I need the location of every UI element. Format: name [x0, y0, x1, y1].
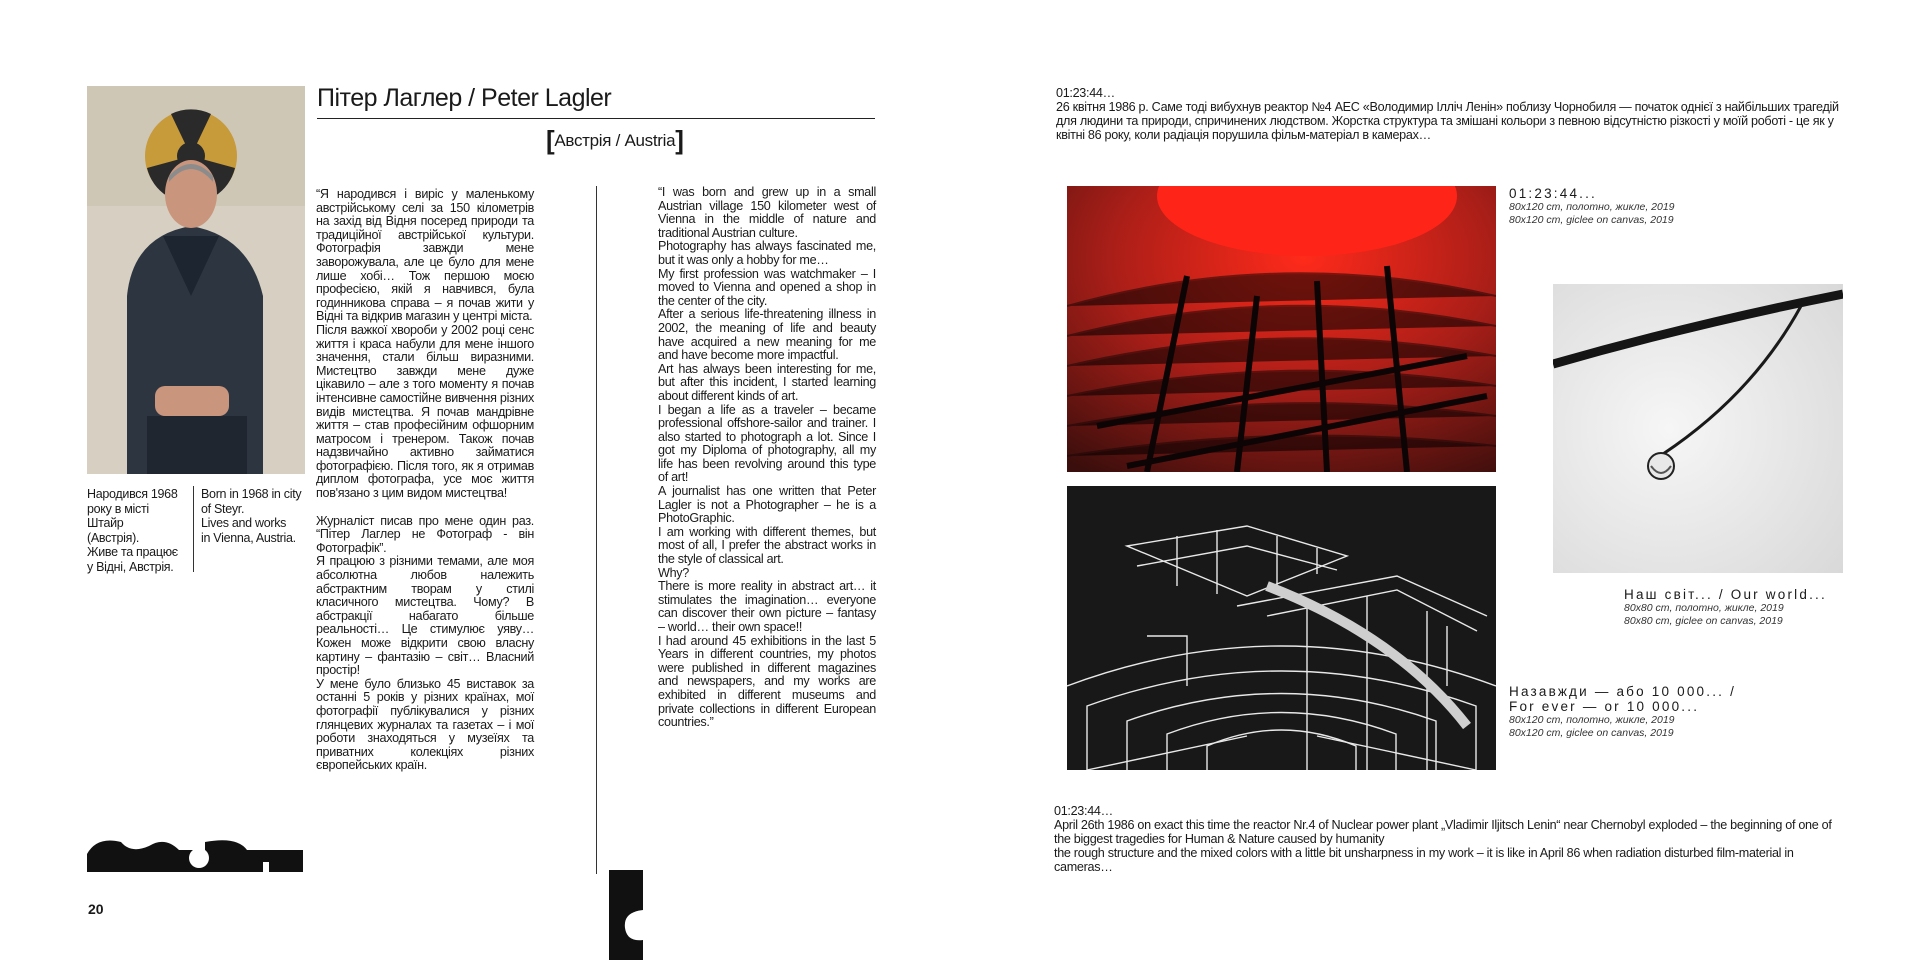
caption-line: Живе та працює: [87, 545, 178, 559]
artwork-title-line-2: For ever — or 10 000...: [1509, 699, 1700, 714]
caption-line: у Відні, Австрія.: [87, 559, 174, 574]
bio-paragraph: “I was born and grew up in a small Austrian village 150 kilometer west of Vienna in the middle of nature and traditional Austrian culture.: [658, 185, 876, 240]
bio-paragraph: There is more reality in abstract art… it stimulates the imagination… everyone can discover their own picture – fantasy – world… their own space!!: [658, 579, 876, 634]
bracket-open: [: [546, 125, 555, 155]
artwork-caption-2: [1624, 587, 1827, 628]
artwork-meta: 80x120 cm, полотно, жикле, 2019: [1509, 714, 1675, 726]
artist-title: Пітер Лаглер / Peter Lagler: [317, 84, 612, 112]
bio-english: [658, 186, 876, 730]
artwork-title: 01:23:44...: [1509, 186, 1598, 201]
artwork-wireframe-structure: [1067, 486, 1496, 770]
bio-paragraph: I began a life as a traveler – became professional offshore-sailor and trainer. I also started to photograph a lot. Since I got my Diploma of photography, all my life has been revolving around this type of art!: [658, 402, 876, 485]
bio-paragraph: Why?: [658, 565, 689, 580]
caption-line: in Vienna, Austria.: [201, 530, 296, 545]
bio-paragraph: Журналіст писав про мене один раз. “Пітер Лаглер не Фотограф - він Фотографік”.: [316, 513, 534, 555]
intro-ukrainian: [1056, 86, 1846, 142]
outro-english: [1054, 804, 1844, 874]
intro-text: 26 квітня 1986 р. Саме тоді вибухнув реактор №4 АЕС «Володимир Ілліч Ленін» поблизу Чорнобиля — початок однієї з найбільших трагедій для людини та природи, спричинених людством. Жорстка структура та змішані кольори з певною відсутністю різкості у моїй роботі - це як у квітні 86 року, коли радіація порушила фільм-матеріал в камерах…: [1056, 100, 1839, 142]
bio-paragraph: “Я народився і виріс у маленькому австрійському селі за 150 кілометрів на захід від Відня посеред природи та традиційної австрійської культури. Фотографія завжди мене заворожувала, але це було для мене лише хобі… Тож першою моєю професією, якій я навчився, була годинникова справа – я почав жити у Відні та відкрив магазин у центрі міста.: [316, 187, 534, 324]
outro-line: April 26th 1986 on exact this time the reactor Nr.4 of Nuclear power plant „Vladimir Iljitsch Lenin“ near Chernobyl exploded – the beginning of one of the biggest tragedies for Human & Nature caused by humanity: [1054, 818, 1832, 846]
outro-label: 01:23:44…: [1054, 804, 1113, 818]
bio-paragraph: Після важкої хвороби у 2002 році сенс життя і краса набули для мене іншого значення, стали більш виразними. Мистецтво завжди мене дуже цікавило – але з того моменту я почав інтенсивне самостійне вивчення різних видів мистецтва. Я почав мандрівне життя – став професійним офшорним матросом і тренером. Також почав надзвичайно активно займатися фотографією. Після того, як я отримав диплом фотографа, усе моє життя пов'язано з цим видом мистецтва!: [316, 322, 534, 501]
country-en: Austria: [624, 131, 676, 150]
intro-label: 01:23:44…: [1056, 86, 1115, 100]
decorative-shape-center: [609, 870, 643, 960]
artist-portrait: [87, 86, 305, 474]
bio-paragraph: I had around 45 exhibitions in the last 5 Years in different countries, my photos were published in different magazines and newspapers, and my works are exhibited in different museums and private collections in different European countries.”: [658, 633, 876, 730]
artwork-meta: 80x120 cm, giclee on canvas, 2019: [1509, 727, 1674, 739]
bio-ukrainian: [316, 188, 534, 773]
artwork-meta: 80x80 cm, полотно, жикле, 2019: [1624, 602, 1784, 614]
bracket-close: ]: [675, 125, 684, 155]
bio-paragraph: My first profession was watchmaker – I moved to Vienna and opened a shop in the center of the city.: [658, 266, 876, 308]
artwork-caption-3: [1509, 684, 1736, 740]
artwork-caption-1: [1509, 186, 1675, 227]
bio-paragraph: I am working with different themes, but most of all, I prefer the abstract works in the style of classical art.: [658, 524, 876, 567]
artwork-meta: 80x80 cm, giclee on canvas, 2019: [1624, 615, 1783, 627]
outro-line: the rough structure and the mixed colors with a little bit unsharpness in my work – it is like in April 86 when radiation disturbed film-material in cameras…: [1054, 846, 1794, 874]
caption-line: Born in 1968 in city: [201, 487, 302, 501]
artist-country: [546, 125, 684, 156]
artwork-red-cooling-tower: [1067, 186, 1496, 472]
column-divider: [596, 186, 597, 874]
bio-paragraph: У мене було близько 45 виставок за останні 5 років у різних країнах, мої фотографії публікувалися у різних глянцевих журналах та газетах – і мої роботи знаходяться у музеїях та приватних колекціях різних європейських країн.: [316, 676, 534, 773]
portrait-caption-en: [201, 487, 306, 545]
title-underline: [317, 118, 875, 119]
bio-paragraph: After a serious life-threatening illness in 2002, the meaning of life and beauty have acquired a new meaning for me and have become more impactful.: [658, 307, 876, 363]
country-separator: /: [611, 131, 625, 150]
bio-paragraph: Photography has always fascinated me, but it was only a hobby for me…: [658, 239, 876, 267]
decorative-shapes-bottom-left: [87, 836, 303, 872]
artwork-water-drop: [1553, 284, 1843, 573]
page-number: 20: [88, 901, 104, 917]
caption-line: Народився 1968: [87, 487, 178, 501]
country-ua: Австрія: [554, 131, 612, 150]
artwork-meta: 80x120 cm, полотно, жикле, 2019: [1509, 201, 1675, 213]
bio-paragraph: Art has always been interesting for me, but after this incident, I started learning about different kinds of art.: [658, 361, 876, 403]
artwork-meta: 80x120 cm, giclee on canvas, 2019: [1509, 214, 1674, 226]
caption-line: Lives and works: [201, 516, 287, 530]
caption-line: (Австрія).: [87, 530, 140, 545]
artwork-title: Наш світ... / Our world...: [1624, 587, 1827, 602]
bio-paragraph: Я працюю з різними темами, але моя абсолютна любов належить абстрактним творам у стилі класичного мистецтва. Чому? В абстракції набагато більше реальності… Це стимулює уяву… Кожен може відкрити свою власну картину – фантазію – світ… Власний простір!: [316, 554, 534, 678]
caption-line: року в місті Штайр: [87, 501, 149, 530]
bio-paragraph: [316, 501, 534, 515]
caption-line: of Steyr.: [201, 501, 245, 516]
bio-paragraph: A journalist has one written that Peter Lagler is not a Photographer – he is a PhotoGraphic.: [658, 484, 876, 526]
caption-divider: [193, 486, 194, 572]
artwork-title: Назавжди — або 10 000... /: [1509, 684, 1737, 699]
portrait-caption-ua: [87, 487, 187, 574]
